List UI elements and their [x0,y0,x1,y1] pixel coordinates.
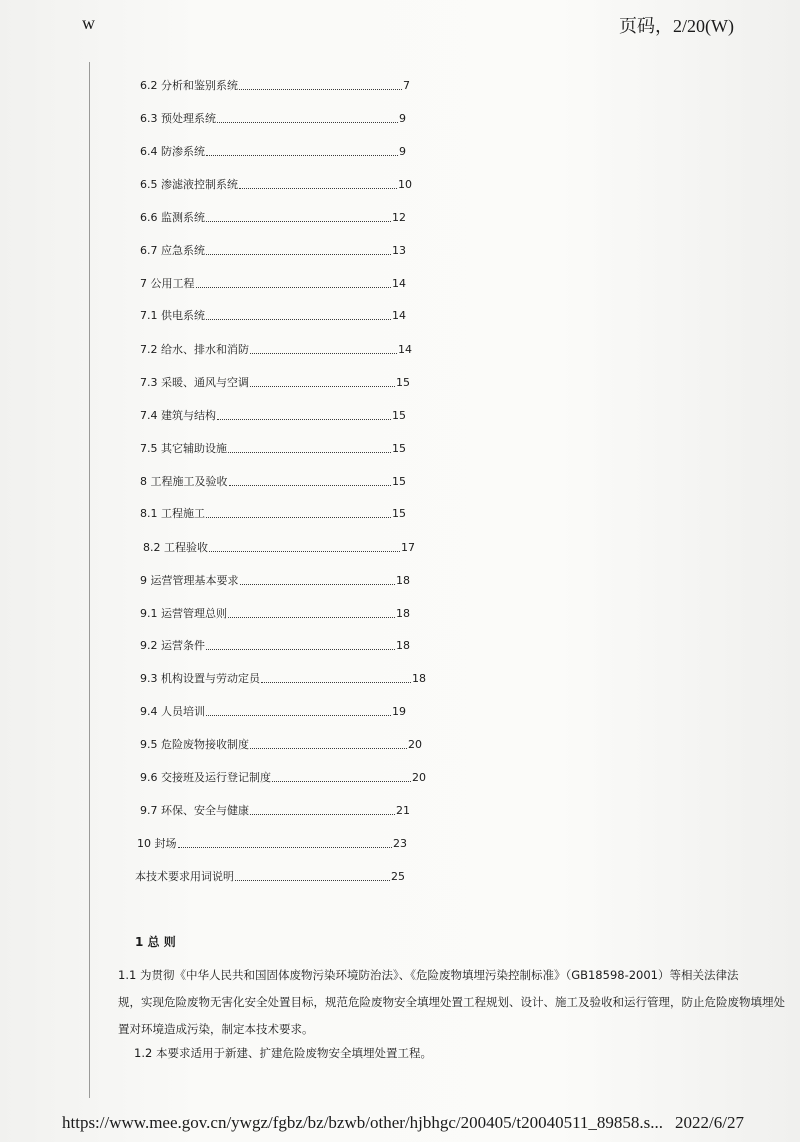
toc-page-number: 15 [392,442,406,455]
toc-label: 9.1 运营管理总则 [140,607,227,620]
toc-item [143,534,415,554]
toc-page-number: 7 [403,79,410,92]
toc-page-number: 21 [396,804,410,817]
toc-page-number: 14 [398,343,412,356]
toc-leader-dots [206,649,395,650]
paragraph-1-2: 1.2 本要求适用于新建、扩建危险废物安全填埋处置工程。 [134,1046,432,1060]
paragraph-1-1 [118,962,785,1043]
toc-label: 6.7 应急系统 [140,244,205,257]
toc-label: 9.5 危险废物接收制度 [140,738,249,751]
toc-item [135,863,405,883]
toc-leader-dots [206,254,391,255]
toc-page-number: 18 [412,672,426,685]
toc-page-number: 10 [398,178,412,191]
paragraph-line: 置对环境造成污染，制定本技术要求。 [118,1022,314,1036]
toc-leader-dots [196,287,392,288]
toc-page-number: 14 [392,277,406,290]
toc-item [140,138,406,158]
toc-item [140,731,422,751]
toc-item [140,336,412,356]
toc-page-number: 9 [399,112,406,125]
toc-page-number: 15 [396,376,410,389]
paragraph-line: 规，实现危险废物无害化安全处置目标，规范危险废物安全填埋处置工程规划、设计、施工及验收和运行管理，防止危险废物填埋处 [118,995,785,1009]
toc-leader-dots [228,452,391,453]
toc-leader-dots [239,188,397,189]
toc-label: 8 工程施工及验收 [140,475,228,488]
toc-label: 7.1 供电系统 [140,309,205,322]
toc-leader-dots [240,584,396,585]
toc-item [140,72,410,92]
toc-label: 6.3 预处理系统 [140,112,216,125]
print-date: 2022/6/27 [675,1113,744,1132]
toc-page-number: 15 [392,507,406,520]
toc-label: 9.3 机构设置与劳动定员 [140,672,260,685]
toc-page-number: 20 [408,738,422,751]
toc-page-number: 18 [396,639,410,652]
toc-label: 8.2 工程验收 [143,541,208,554]
toc-leader-dots [217,419,391,420]
toc-item [140,302,406,322]
toc-label: 7.5 其它辅助设施 [140,442,227,455]
toc-label: 8.1 工程施工 [140,507,205,520]
toc-leader-dots [250,748,407,749]
toc-page-number: 23 [393,837,407,850]
toc-label: 本技术要求用词说明 [135,870,234,883]
toc-leader-dots [206,221,391,222]
toc-leader-dots [206,517,391,518]
toc-label: 9.7 环保、安全与健康 [140,804,249,817]
toc-item [140,204,406,224]
toc-page-number: 12 [392,211,406,224]
toc-page-number: 14 [392,309,406,322]
toc-leader-dots [261,682,411,683]
toc-item [140,665,426,685]
toc-page-number: 18 [396,607,410,620]
toc-leader-dots [206,155,398,156]
toc-leader-dots [239,89,402,90]
toc-item [140,567,410,587]
toc-label: 6.2 分析和鉴别系统 [140,79,238,92]
toc-item [137,830,407,850]
toc-item [140,600,410,620]
toc-leader-dots [235,880,390,881]
toc-label: 9 运营管理基本要求 [140,574,239,587]
toc-page-number: 25 [391,870,405,883]
toc-leader-dots [178,847,393,848]
toc-page-number: 17 [401,541,415,554]
toc-label: 9.6 交接班及运行登记制度 [140,771,271,784]
binding-margin-line [89,62,90,1098]
toc-leader-dots [206,319,391,320]
toc-item [140,632,410,652]
page-indicator: 页码，2/20(W) [619,16,734,36]
toc-item [140,171,412,191]
section-title: 1 总 则 [135,935,176,949]
toc-label: 7.4 建筑与结构 [140,409,216,422]
toc-item [140,764,426,784]
toc-leader-dots [250,386,395,387]
toc-label: 10 封场 [137,837,177,850]
header-mark: w [82,13,95,33]
toc-leader-dots [250,814,395,815]
toc-label: 7.3 采暖、通风与空调 [140,376,249,389]
toc-label: 9.2 运营条件 [140,639,205,652]
toc-leader-dots [217,122,398,123]
toc-item [140,270,406,290]
toc-item [140,468,406,488]
toc-label: 7 公用工程 [140,277,195,290]
toc-page-number: 15 [392,475,406,488]
toc-leader-dots [209,551,400,552]
toc-item [140,500,406,520]
toc-item [140,402,406,422]
toc-leader-dots [206,715,391,716]
source-url: https://www.mee.gov.cn/ywgz/fgbz/bz/bzwb/other/hjbhgc/200405/t20040511_89858.s... [62,1113,664,1132]
toc-label: 7.2 给水、排水和消防 [140,343,249,356]
toc-item [140,369,410,389]
toc-label: 6.6 监测系统 [140,211,205,224]
toc-page-number: 9 [399,145,406,158]
toc-leader-dots [229,485,392,486]
toc-page-number: 19 [392,705,406,718]
toc-leader-dots [250,353,397,354]
toc-label: 6.5 渗滤液控制系统 [140,178,238,191]
toc-label: 9.4 人员培训 [140,705,205,718]
toc-leader-dots [228,617,395,618]
toc-item [140,435,406,455]
paragraph-line: 1.1 为贯彻《中华人民共和国固体废物污染环境防治法》、《危险废物填埋污染控制标准》（GB18598-2001）等相关法律法 [118,968,739,982]
toc-page-number: 18 [396,574,410,587]
toc-item [140,797,410,817]
toc-page-number: 13 [392,244,406,257]
toc-item [140,105,406,125]
toc-label: 6.4 防渗系统 [140,145,205,158]
toc-leader-dots [272,781,411,782]
toc-item [140,237,406,257]
toc-item [140,698,406,718]
toc-page-number: 15 [392,409,406,422]
toc-page-number: 20 [412,771,426,784]
